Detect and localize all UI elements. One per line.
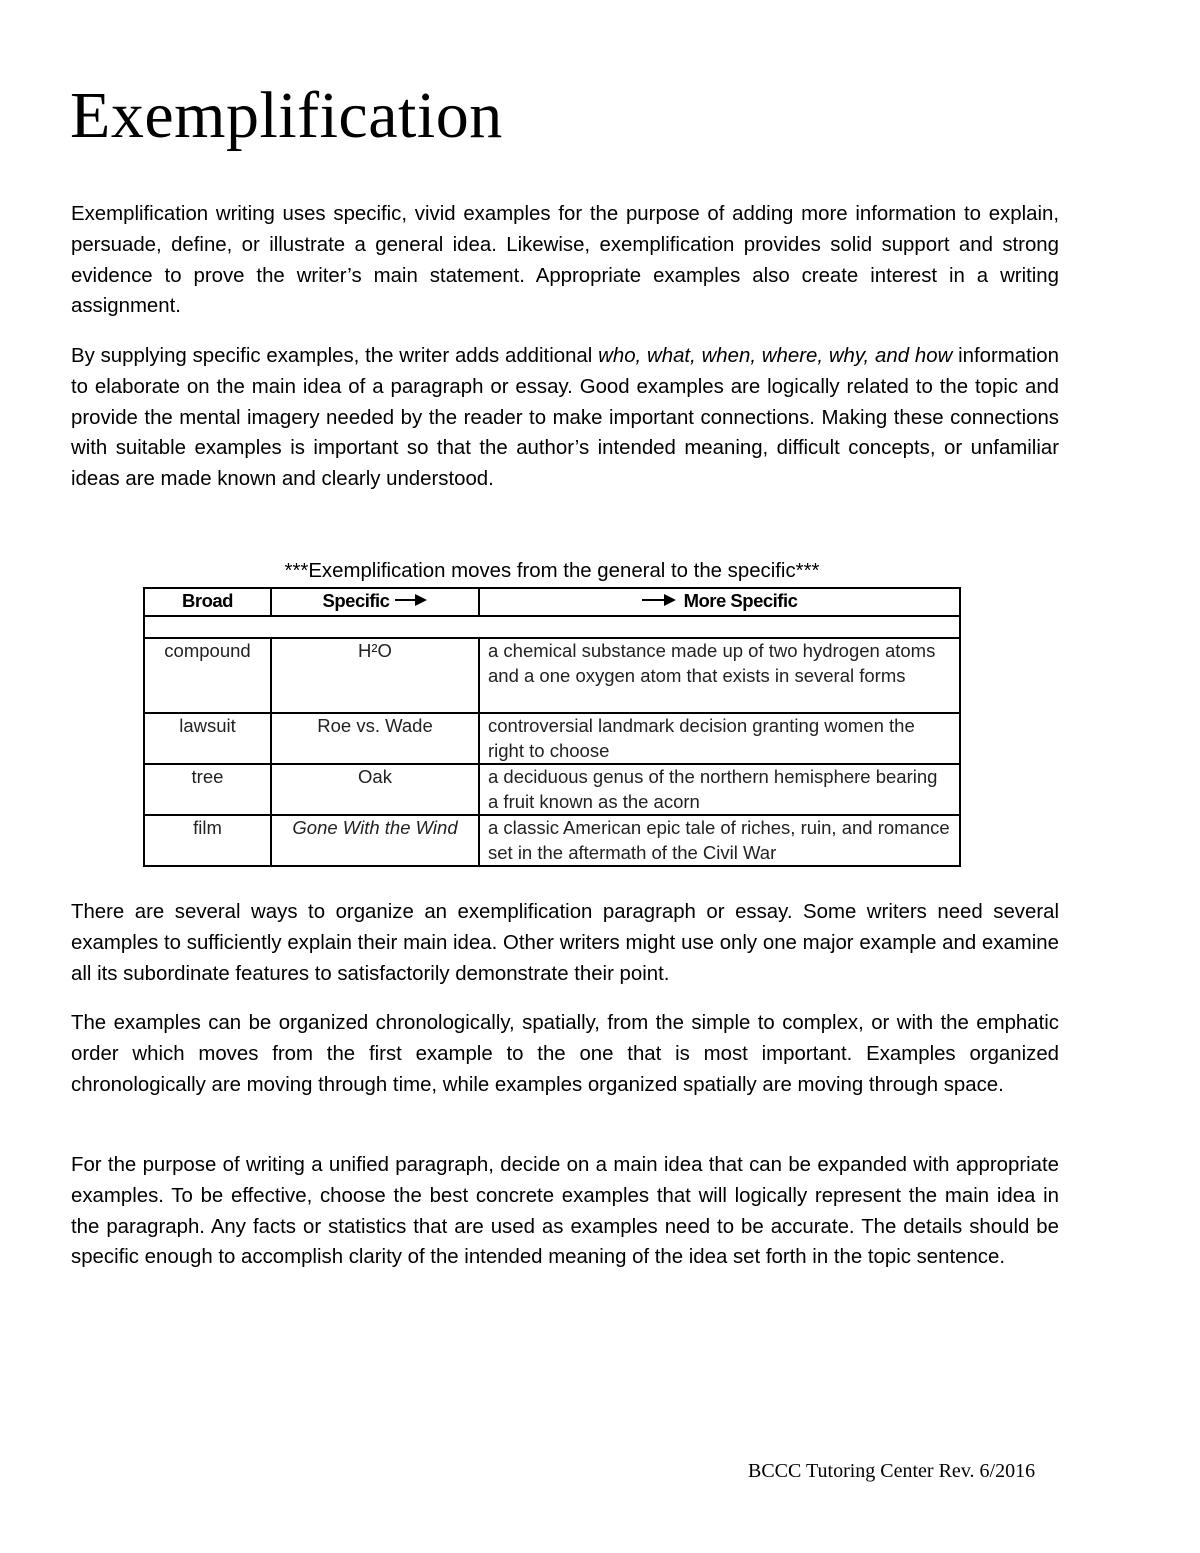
paragraph-text-after: information to elaborate on the main idea of a paragraph or essay. Good examples are logically related to the topic and provide the mental imagery needed by the reader to make important connections. Making these connections with suitable examples is important so that the author’s intended meaning, difficult concepts, or unfamiliar ideas are made known and clearly understood. <box>71 345 1059 491</box>
table-row <box>144 815 960 866</box>
table-row <box>144 638 960 713</box>
paragraph-emphasis: who, what, when, where, why, and how <box>598 345 953 367</box>
right-arrow-icon <box>642 594 676 606</box>
header-more-specific: More Specific <box>479 588 960 616</box>
cell-more-specific: controversial landmark decision granting women the right to choose <box>479 713 960 764</box>
intro-paragraph: Exemplification writing uses specific, vivid examples for the purpose of adding more information to explain, persuade, define, or illustrate a general idea. Likewise, exemplification provides solid support and strong evidence to prove the writer’s main statement. Appropriate examples also create interest in a writing assignment. <box>71 203 1059 318</box>
cell-more-specific: a chemical substance made up of two hydrogen atoms and a one oxygen atom that exists in several forms <box>479 638 960 713</box>
table-row <box>144 764 960 815</box>
examples-table <box>143 587 961 867</box>
cell-specific: H²O <box>271 638 479 713</box>
table-caption: ***Exemplification moves from the general to the specific*** <box>284 560 820 582</box>
cell-specific: Gone With the Wind <box>271 815 479 866</box>
cell-broad: compound <box>144 638 271 713</box>
table-header-row <box>144 588 960 616</box>
paragraph-text-before: By supplying specific examples, the writer adds additional <box>71 345 599 367</box>
cell-specific: Roe vs. Wade <box>271 713 479 764</box>
organization-paragraph: There are several ways to organize an exemplification paragraph or essay. Some writers need several examples to sufficiently explain their main idea. Other writers might use only one major example and examine all its subordinate features to satisfactorily demonstrate their point. <box>71 901 1059 985</box>
cell-more-specific: a classic American epic tale of riches, ruin, and romance set in the aftermath of the Civil War <box>479 815 960 866</box>
cell-broad: lawsuit <box>144 713 271 764</box>
right-arrow-icon <box>395 594 427 606</box>
table-spacer-row <box>144 616 960 638</box>
header-specific: Specific <box>271 588 479 616</box>
unified-paragraph: For the purpose of writing a unified paragraph, decide on a main idea that can be expanded with appropriate examples. To be effective, choose the best concrete examples that will logically represent the main idea in the paragraph. Any facts or statistics that are used as examples need to be accurate. The details should be specific enough to accomplish clarity of the intended meaning of the idea set forth in the topic sentence. <box>71 1154 1059 1269</box>
ordering-paragraph: The examples can be organized chronologically, spatially, from the simple to complex, or with the emphatic order which moves from the first example to the one that is most important. Examples organized chronologically are moving through time, while examples organized spatially are moving through space. <box>71 1012 1059 1096</box>
cell-more-specific: a deciduous genus of the northern hemisphere bearing a fruit known as the acorn <box>479 764 960 815</box>
page-title: Exemplification <box>70 79 503 152</box>
header-broad: Broad <box>144 588 271 616</box>
cell-broad: tree <box>144 764 271 815</box>
cell-broad: film <box>144 815 271 866</box>
cell-specific: Oak <box>271 764 479 815</box>
footer-note: BCCC Tutoring Center Rev. 6/2016 <box>748 1460 1036 1482</box>
supporting-paragraph <box>71 341 1059 495</box>
table-row <box>144 713 960 764</box>
